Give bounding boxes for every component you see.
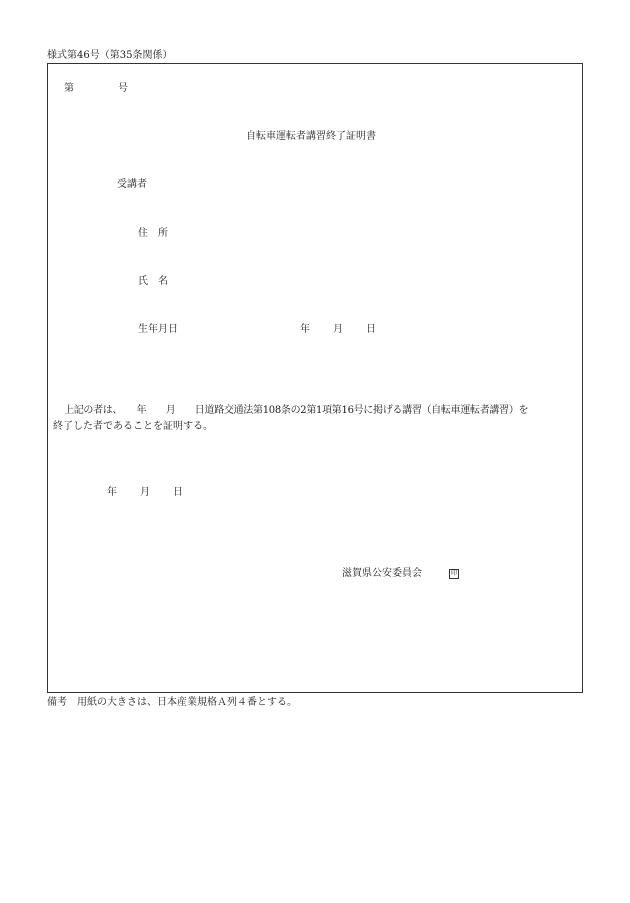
certificate-title: 自転車運転者講習終了証明書 xyxy=(246,131,376,142)
certificate-number-dai: 第 xyxy=(64,83,74,94)
form-number: 様式第46号（第35条関係） xyxy=(47,50,173,61)
issue-date-day: 日 xyxy=(173,487,183,498)
birthdate-day: 日 xyxy=(366,324,376,335)
birthdate-label: 生年月日 xyxy=(138,324,178,335)
statement-line-1: 上記の者は、 年 月 日道路交通法第108条の2第1項第16号に掲げる講習（自転車運転者講習）を xyxy=(64,405,529,416)
attendee-label: 受講者 xyxy=(117,179,147,190)
birthdate-month: 月 xyxy=(333,324,343,335)
statement-line-2: 終了した者であることを証明する。 xyxy=(53,421,213,432)
official-seal xyxy=(449,568,459,580)
footer-note: 備考 用紙の大きさは、日本産業規格Ａ列４番とする。 xyxy=(47,697,297,708)
issuer-name: 滋賀県公安委員会 xyxy=(342,568,422,579)
certificate-frame xyxy=(47,63,583,693)
seal-icon: 印 xyxy=(450,569,457,577)
address-label: 住 所 xyxy=(138,228,168,239)
certificate-number-go: 号 xyxy=(118,83,128,94)
issue-date-year: 年 xyxy=(107,487,117,498)
birthdate-year: 年 xyxy=(300,324,310,335)
issue-date-month: 月 xyxy=(140,487,150,498)
name-label: 氏 名 xyxy=(138,276,168,287)
